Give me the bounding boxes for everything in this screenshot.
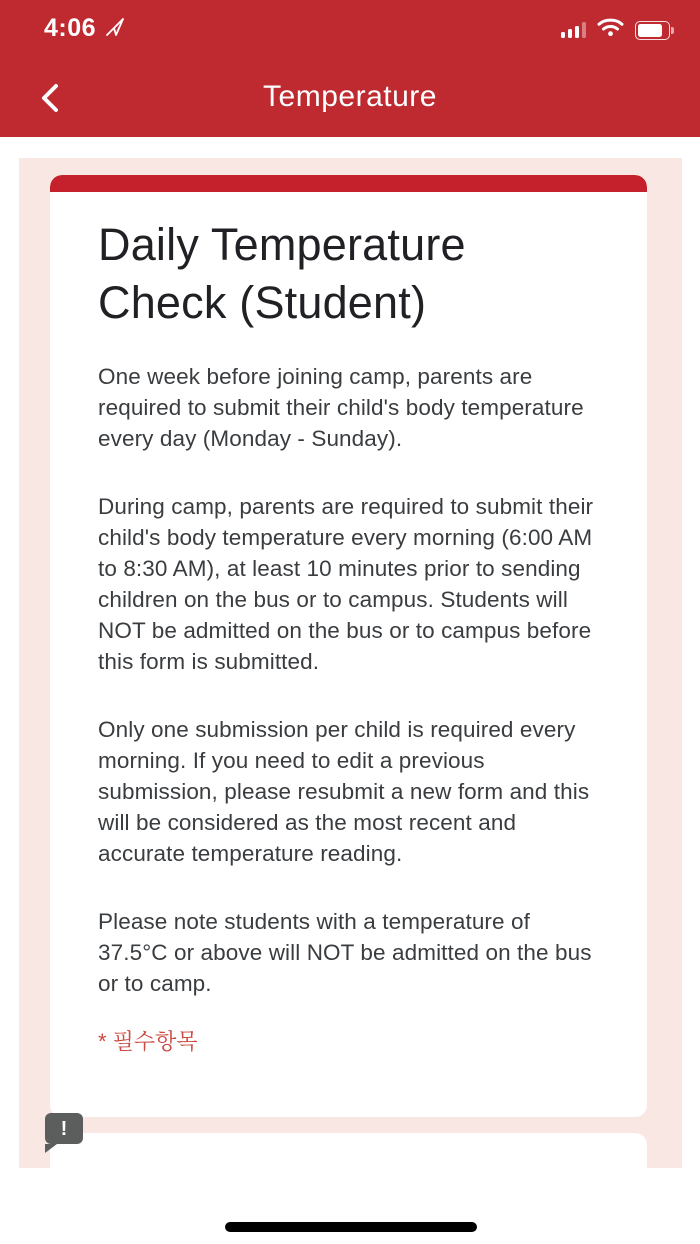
page-title: Temperature — [263, 80, 437, 113]
next-question-card — [50, 1133, 647, 1168]
form-description — [98, 361, 599, 999]
description-paragraph: Only one submission per child is required every morning. If you need to edit a previous submission, please resubmit a new form and this will be considered as the most recent and accurate temperature reading. — [98, 717, 590, 867]
app-header — [0, 0, 700, 137]
card-accent-bar — [50, 175, 647, 192]
form-background — [19, 158, 682, 1168]
battery-icon — [635, 21, 674, 40]
status-left — [44, 14, 126, 43]
status-right — [561, 18, 675, 42]
home-indicator[interactable] — [225, 1222, 477, 1232]
location-arrow-icon — [104, 16, 126, 43]
form-header-card — [50, 175, 647, 1117]
description-paragraph: During camp, parents are required to submit their child's body temperature every morning (6:00 AM to 8:30 AM), at least 10 minutes prior to sending children on the bus or to campus. Students will NOT be admitted on the bus or to campus before this form is submitted. — [98, 494, 594, 675]
required-note: * 필수항목 — [98, 1029, 198, 1055]
wifi-icon — [597, 18, 624, 42]
nav-bar — [0, 66, 700, 126]
comment-alert-badge[interactable] — [45, 1113, 83, 1144]
exclamation-icon: ! — [60, 1117, 68, 1140]
status-time: 4:06 — [44, 14, 97, 42]
description-paragraph: Please note students with a temperature of 37.5°C or above will NOT be admitted on the bus or to camp. — [98, 909, 592, 997]
cellular-signal-icon — [561, 22, 587, 38]
form-title: Daily Temperature Check (Student) — [98, 219, 466, 328]
status-bar — [0, 14, 700, 54]
card-body — [50, 192, 647, 1056]
description-paragraph: One week before joining camp, parents are required to submit their child's body temperature every day (Monday - Sunday). — [98, 364, 584, 452]
